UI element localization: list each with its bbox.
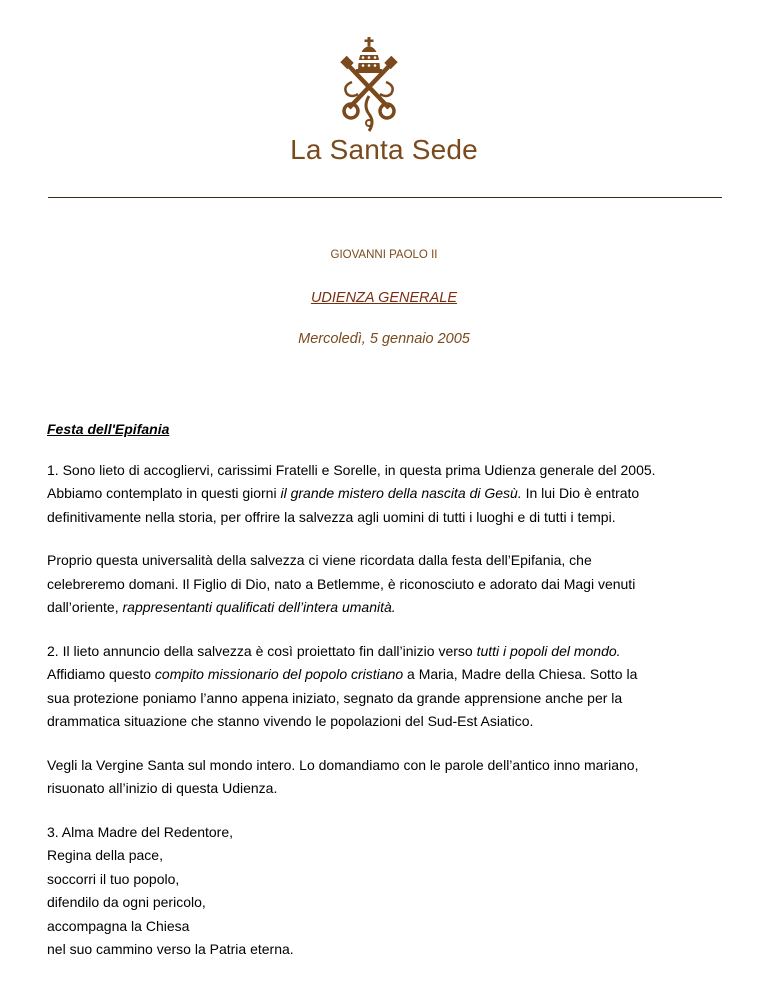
verse-line: Regina della pace, [47, 847, 163, 863]
text-line [47, 596, 727, 620]
emphasis-text: il grande mistero della nascita di Gesù. [280, 485, 522, 501]
verse-line: difendilo da ogni pericolo, [47, 894, 206, 910]
text-line [47, 640, 727, 664]
text-span: 2. Il lieto annuncio della salvezza è così proiettato fin dall’inizio verso [47, 642, 477, 659]
event-date: Mercoledì, 5 gennaio 2005 [298, 331, 470, 347]
text-line: Proprio questa universalità della salvezza ci viene ricordata dalla festa dell’Epifania, che [47, 552, 592, 568]
text-span: Affidiamo questo [47, 666, 155, 682]
text-line: 1. Sono lieto di accogliervi, carissimi Fratelli e Sorelle, in questa prima Udienza generale del 2005. [47, 461, 656, 478]
header-divider [48, 197, 722, 198]
event-title-link[interactable]: UDIENZA GENERALE [310, 290, 458, 306]
text-line: definitivamente nella storia, per offrire la salvezza agli uomini di tutti i luoghi e di tutti i tempi. [47, 508, 616, 525]
paragraph-3 [47, 640, 727, 734]
paragraph-2 [47, 549, 727, 620]
emphasis-text: rappresentanti qualificati dell’intera umanità. [122, 599, 396, 615]
verse-line: 3. Alma Madre del Redentore, [47, 823, 233, 840]
papal-coat-of-arms-icon [338, 36, 400, 134]
document-body [47, 418, 727, 982]
text-span: dall’oriente, [47, 599, 123, 615]
emphasis-text: compito missionario del popolo cristiano [154, 666, 404, 682]
verse-line: nel suo cammino verso la Patria eterna. [47, 941, 294, 957]
text-span: a Maria, Madre della Chiesa. Sotto la [403, 666, 638, 682]
text-line: Vegli la Vergine Santa sul mondo intero. Lo domandiamo con le parole dell’antico inno mariano, [47, 756, 639, 773]
text-line [47, 482, 727, 506]
text-line [47, 663, 727, 687]
author-name: GIOVANNI PAOLO II [330, 249, 438, 261]
prayer-verse [47, 821, 727, 962]
paragraph-4 [47, 754, 727, 801]
text-line: sua protezione poniamo l’anno appena iniziato, segnato da grande apprensione anche per la [47, 689, 623, 706]
text-line: drammatica situazione che stanno vivendo le popolazioni del Sud-Est Asiatico. [47, 713, 534, 729]
text-span: Abbiamo contemplato in questi giorni [47, 485, 281, 501]
emphasis-text: tutti i popoli del mondo. [476, 642, 621, 659]
verse-line: soccorri il tuo popolo, [47, 870, 180, 887]
verse-line: accompagna la Chiesa [47, 917, 190, 934]
section-heading: Festa dell'Epifania [47, 421, 170, 437]
text-span: In lui Dio è entrato [521, 485, 640, 501]
text-line: celebreremo domani. Il Figlio di Dio, nato a Betlemme, è riconosciuto e adorato dai Magi venuti [47, 575, 636, 592]
paragraph-1 [47, 459, 727, 530]
site-title: La Santa Sede [290, 134, 478, 165]
text-line: risuonato all’inizio di questa Udienza. [47, 780, 278, 796]
